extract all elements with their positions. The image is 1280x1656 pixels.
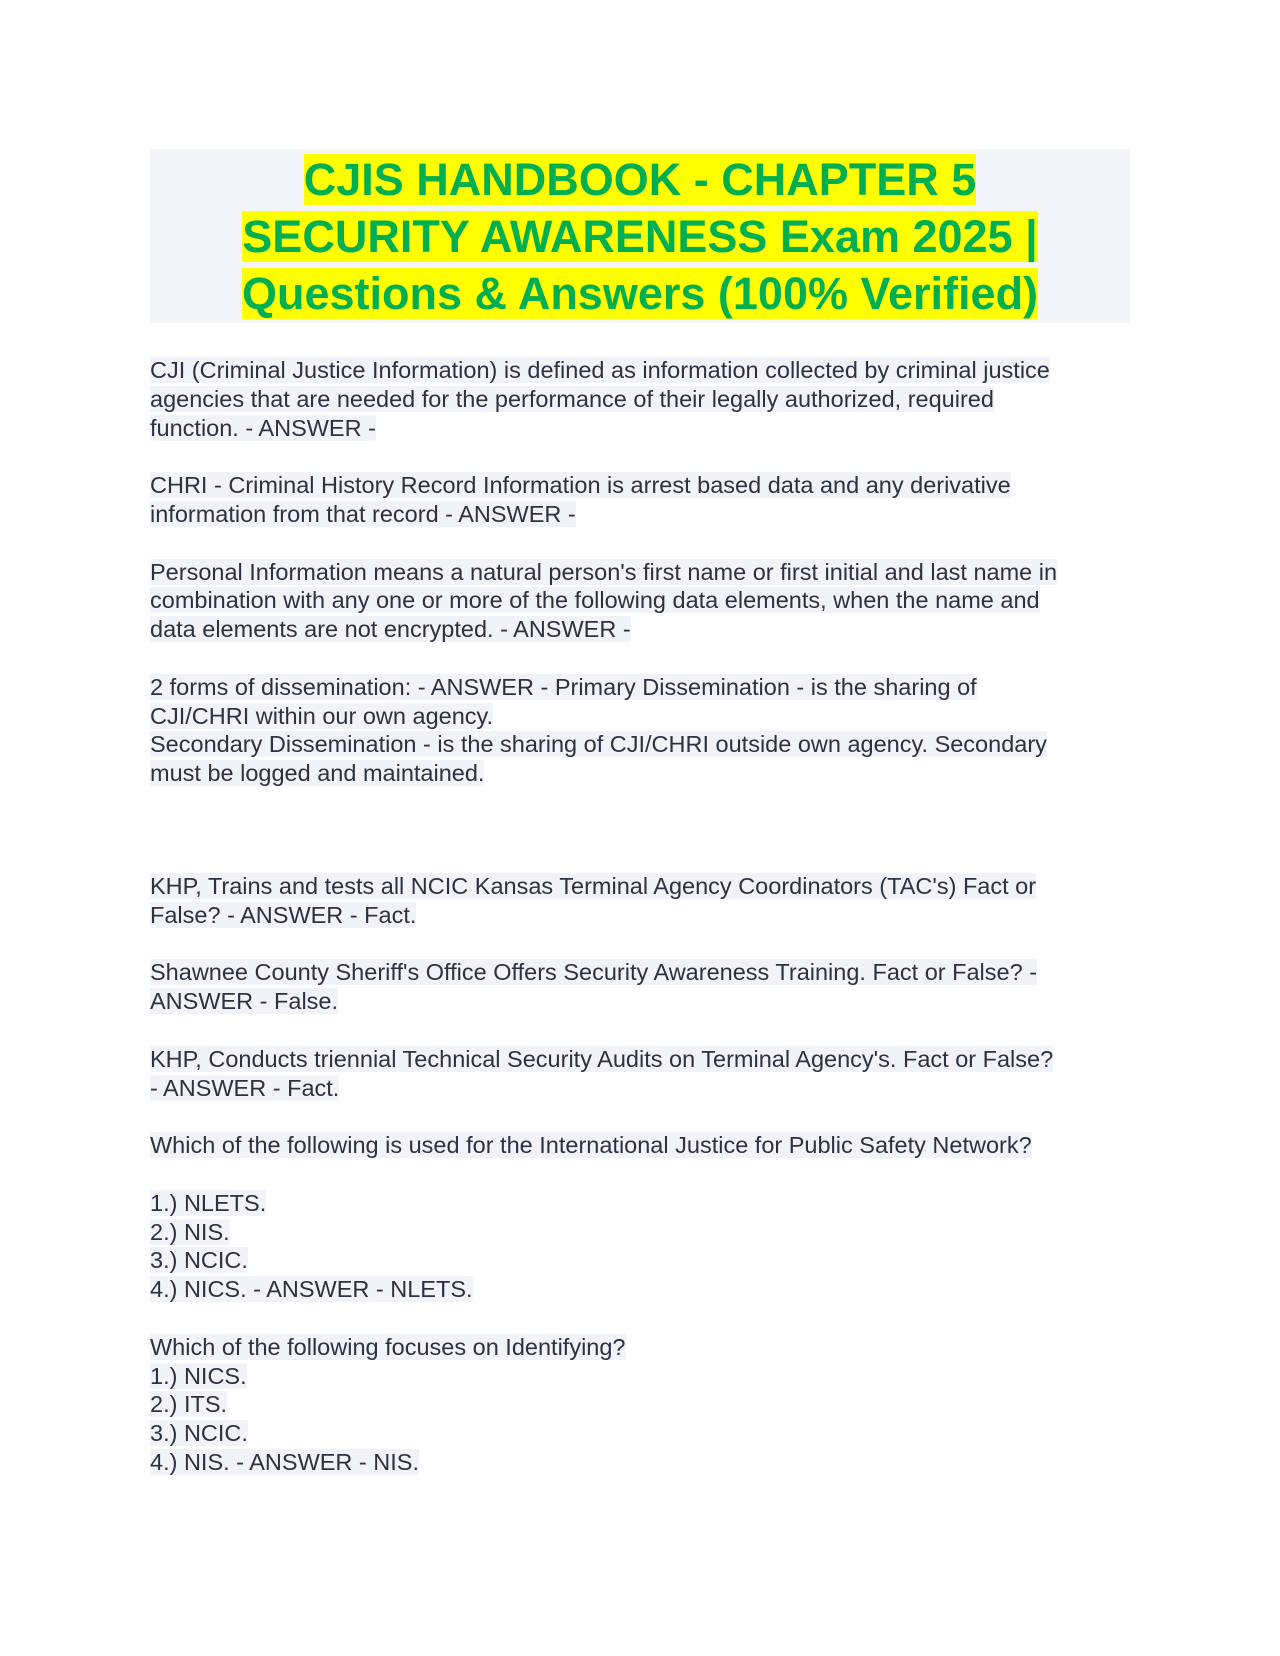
paragraph-personal-information <box>150 558 1130 644</box>
paragraph-shawnee-county <box>150 958 1130 1016</box>
list-item: 3.) NCIC. <box>150 1420 248 1447</box>
text-line: Secondary Dissemination - is the sharing of CJI/CHRI outside own agency. Secondary <box>150 731 1047 758</box>
paragraph-cji-definition <box>150 356 1130 442</box>
list-item: 1.) NICS. <box>150 1362 247 1389</box>
list-item: 4.) NICS. - ANSWER - NLETS. <box>150 1276 473 1303</box>
text-line: KHP, Conducts triennial Technical Security Audits on Terminal Agency's. Fact or False? <box>150 1045 1054 1072</box>
list-item: 2.) NIS. <box>150 1218 230 1245</box>
text-line: agencies that are needed for the performance of their legally authorized, required <box>150 385 994 412</box>
paragraph-network-question <box>150 1131 1130 1160</box>
text-line: CJI (Criminal Justice Information) is defined as information collected by criminal justice <box>150 357 1050 383</box>
text-line: data elements are not encrypted. - ANSWER - <box>150 616 631 643</box>
list-item: 2.) ITS. <box>150 1391 228 1418</box>
list-network-options <box>150 1189 1130 1304</box>
list-item: 4.) NIS. - ANSWER - NIS. <box>150 1448 419 1475</box>
list-item: 3.) NCIC. <box>150 1247 248 1274</box>
text-line: information from that record - ANSWER - <box>150 500 576 527</box>
text-line: must be logged and maintained. <box>150 760 485 787</box>
text-line: Which of the following focuses on Identifying? <box>150 1333 626 1360</box>
title-line: Questions & Answers (100% Verified) <box>241 268 1039 319</box>
paragraph-khp-trains <box>150 872 1130 930</box>
document-body <box>150 356 1130 1477</box>
text-line: - ANSWER - Fact. <box>150 1074 340 1101</box>
title-line: SECURITY AWARENESS Exam 2025 | <box>242 211 1038 262</box>
title-line: CJIS HANDBOOK - CHAPTER 5 <box>303 154 977 205</box>
text-line: 2 forms of dissemination: - ANSWER - Primary Dissemination - is the sharing of <box>150 673 977 700</box>
paragraph-dissemination <box>150 673 1130 788</box>
text-line: combination with any one or more of the following data elements, when the name and <box>150 587 1040 614</box>
text-line: KHP, Trains and tests all NCIC Kansas Terminal Agency Coordinators (TAC's) Fact or <box>150 872 1037 899</box>
paragraph-khp-audits <box>150 1045 1130 1103</box>
list-item: 1.) NLETS. <box>150 1189 267 1216</box>
text-line: ANSWER - False. <box>150 988 339 1015</box>
text-line: function. - ANSWER - <box>150 414 376 441</box>
text-line: CHRI - Criminal History Record Information is arrest based data and any derivative <box>150 472 1011 499</box>
text-line: Which of the following is used for the International Justice for Public Safety Network? <box>150 1132 1032 1159</box>
text-line: Shawnee County Sheriff's Office Offers Security Awareness Training. Fact or False? - <box>150 959 1038 986</box>
text-line: False? - ANSWER - Fact. <box>150 901 417 928</box>
paragraph-chri-definition <box>150 471 1130 529</box>
text-line: CJI/CHRI within our own agency. <box>150 702 494 729</box>
paragraph-identifying-question <box>150 1333 1130 1477</box>
document-page <box>150 149 1130 1505</box>
document-title <box>150 149 1130 323</box>
text-line: Personal Information means a natural person's first name or first initial and last name in <box>150 558 1058 585</box>
